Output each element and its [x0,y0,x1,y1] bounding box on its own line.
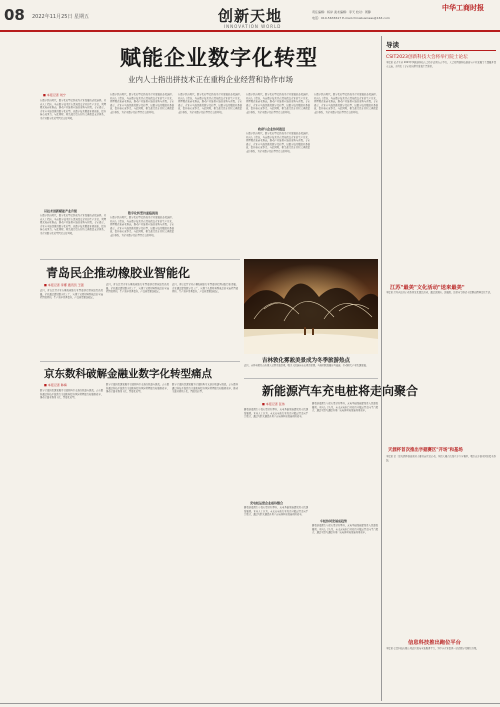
photo-caption: 吉林敦化雾凇美景成为冬季旅游热点 [262,358,351,364]
divider-story2 [40,259,240,260]
sidebar-item2-body: 本报讯 江苏省近日启动系列文化惠民活动，通过送演出、送展览、送讲座等形式丰富群众精神文化生活。 [386,291,493,294]
story4-col-2b: 随着新能源汽车保有量持续攀升，充电基础设施建设进入快速发展期。业内人士认为，未来充电桩行业将由分散运营走向平台聚合，通过互联互通提升用户充电体验和设施利用效率。 [312,524,378,535]
story2-col-1: 近日，青岛民营企业在橡胶轮胎行业智能制造领域取得新进展。企业通过建设数字化工厂，实现了从原材料到成品的全流程智能管控，生产效率显著提升，产品质量更加稳定。 [40,289,103,300]
section-title: 创新天地 [218,7,283,25]
main-subhead-2: 数字化转型仍面临挑战 [128,211,159,215]
story4-col-1: 随着新能源汽车保有量持续攀升，充电基础设施建设进入快速发展期。业内人士认为，未来充电桩行业将由分散运营走向平台聚合，通过互联互通提升用户充电体验和设施利用效率。 [244,408,308,419]
main-col-4: 在数字经济时代，数字化转型已经成为企业发展的必然选择。业内人士指出，当前数字技术正在深刻改变企业的生产方式、管理模式和商业形态，推动产业链供应链的重构与升级。专家表示，企业应当加快推进数字化转型，以数字技术赋能业务创新，提升核心竞争力。与此同时，相关部门也在持续完善政策支持体系，为企业数字化转型营造良好环境。 [246,93,310,114]
sidebar-item4-title: 信息科技推出跑位平台 [408,640,461,646]
main-col-2b: 在数字经济时代，数字化转型已经成为企业发展的必然选择。业内人士指出，当前数字技术正在深刻改变企业的生产方式、管理模式和商业形态，推动产业链供应链的重构与升级。专家表示，企业应当加快推进数字化转型，以数字技术赋能业务创新，提升核心竞争力。与此同时，相关部门也在持续完善政策支持体系，为企业数字化转型营造良好环境。 [110,216,174,237]
main-subhead-1: 以技术创新赋能产业升级 [44,209,78,213]
sidebar-item2-title: 江苏"最美"文化活动"送来最美" [390,285,465,291]
header-rule [0,30,500,32]
story2-col-2: 近日，青岛民营企业在橡胶轮胎行业智能制造领域取得新进展。企业通过建设数字化工厂，实现了从原材料到成品的全流程智能管控，生产效率显著提升，产品质量更加稳定。 [106,283,169,294]
main-byline: ■ 本报记者 刘宁 [43,93,66,97]
photo-image [244,259,378,354]
story3-col-3: 数字金融的快速发展为金融机构带来新的机遇与挑战。京东数科通过科技手段助力金融机构提升风险管理能力和服务效率，推动金融业务线上化、智能化转型。 [172,383,238,394]
story4-col-1b: 随着新能源汽车保有量持续攀升，充电基础设施建设进入快速发展期。业内人士认为，未来充电桩行业将由分散运营走向平台聚合，通过互联互通提升用户充电体验和设施利用效率。 [244,506,308,517]
story3-byline: ■ 本报记者 韩梅 [44,383,67,387]
main-col-3: 在数字经济时代，数字化转型已经成为企业发展的必然选择。业内人士指出，当前数字技术正在深刻改变企业的生产方式、管理模式和商业形态，推动产业链供应链的重构与升级。专家表示，企业应当加快推进数字化转型，以数字技术赋能业务创新，提升核心竞争力。与此同时，相关部门也在持续完善政策支持体系，为企业数字化转型营造良好环境。 [178,93,242,114]
sidebar-item4-body: 本报讯 信息科技有限公司近日发布全新服务平台，为中小企业提供一站式数字化解决方案。 [386,647,479,650]
main-col-1b: 在数字经济时代，数字化转型已经成为企业发展的必然选择。业内人士指出，当前数字技术正在深刻改变企业的生产方式、管理模式和商业形态，推动产业链供应链的重构与升级。专家表示，企业应当加快推进数字化转型，以数字技术赋能业务创新，提升核心竞争力。与此同时，相关部门也在持续完善政策支持体系，为企业数字化转型营造良好环境。 [40,214,106,235]
story4-subhead-2: 车桩协同发展成趋势 [320,519,348,523]
story4-col-2: 随着新能源汽车保有量持续攀升，充电基础设施建设进入快速发展期。业内人士认为，未来充电桩行业将由分散运营走向平台聚合，通过互联互通提升用户充电体验和设施利用效率。 [312,402,378,413]
main-col-2: 在数字经济时代，数字化转型已经成为企业发展的必然选择。业内人士指出，当前数字技术正在深刻改变企业的生产方式、管理模式和商业形态，推动产业链供应链的重构与升级。专家表示，企业应当加快推进数字化转型，以数字技术赋能业务创新，提升核心竞争力。与此同时，相关部门也在持续完善政策支持体系，为企业数字化转型营造良好环境。 [110,93,174,114]
main-subhead-3: 政府与企业协同推进 [258,127,286,131]
sidebar-item3-body: 本报讯 第三届天涯杯创新创业大赛日前正式启动，本届大赛首次设立多个分赛区，吸引众多创业团队报名参加。 [386,455,496,462]
editor-line: 责任编辑：杨岸 美术编辑：李天 校对：周静 [312,10,371,14]
masthead: 中华工商时报 [442,4,484,12]
main-col-4b: 在数字经济时代，数字化转型已经成为企业发展的必然选择。业内人士指出，当前数字技术正在深刻改变企业的生产方式、管理模式和商业形态，推动产业链供应链的重构与升级。专家表示，企业应当加快推进数字化转型，以数字技术赋能业务创新，提升核心竞争力。与此同时，相关部门也在持续完善政策支持体系，为企业数字化转型营造良好环境。 [246,132,310,153]
photo-snow-scene [244,259,378,354]
story4-byline: ■ 本报记者 张伟 [262,402,285,406]
story4-headline: 新能源汽车充电桩将走向聚合 [262,384,419,398]
main-headline: 赋能企业数字化转型 [120,46,318,70]
divider-story4 [244,378,378,379]
page-number: 08 [4,6,25,24]
sidebar-title-rule [386,50,496,51]
sidebar-divider [381,36,382,701]
footer-rule [0,703,500,704]
story3-headline: 京东数科破解金融业数字化转型痛点 [44,368,212,380]
header-date: 2022年11月25日 星期五 [32,14,90,20]
sidebar-item1-body: 本报讯 记者王芳 2023中国创新科技大会将于近期在京举行。大会将围绕科技创新与产业发展等主题展开深入交流，多位院士专家将出席并发表主旨演讲。 [386,61,496,68]
main-subheadline: 业内人士指出拼技术正在重构企业经营和协作市场 [128,75,293,84]
sidebar-title: 导读 [386,41,399,49]
page-header [0,0,500,30]
story2-byline: ■ 本报记者 李娜 通讯员 王强 [44,283,84,287]
story4-subhead-1: 充电桩运营企业亟待整合 [250,501,284,505]
main-col-1: 在数字经济时代，数字化转型已经成为企业发展的必然选择。业内人士指出，当前数字技术正在深刻改变企业的生产方式、管理模式和商业形态，推动产业链供应链的重构与升级。专家表示，企业应当加快推进数字化转型，以数字技术赋能业务创新，提升核心竞争力。与此同时，相关部门也在持续完善政策支持体系，为企业数字化转型营造良好环境。 [40,99,106,120]
story3-col-2: 数字金融的快速发展为金融机构带来新的机遇与挑战。京东数科通过科技手段助力金融机构提升风险管理能力和服务效率，推动金融业务线上化、智能化转型。 [106,383,169,394]
story2-col-3: 近日，青岛民营企业在橡胶轮胎行业智能制造领域取得新进展。企业通过建设数字化工厂，实现了从原材料到成品的全流程智能管控，生产效率显著提升，产品质量更加稳定。 [172,283,238,294]
section-title-en: INNOVATION WORLD [224,24,282,29]
contact-line: 电话：010-5633617 E-mail:chinabusiness@163.com [312,16,390,20]
sidebar-item1-title: CSIT2023创新科技大会将举行院士论坛 [386,55,468,60]
sidebar-item3-title: 天涯杯首次推出字据赛区"开场"和基场 [388,448,463,453]
story3-col-1: 数字金融的快速发展为金融机构带来新的机遇与挑战。京东数科通过科技手段助力金融机构提升风险管理能力和服务效率，推动金融业务线上化、智能化转型。 [40,389,103,400]
divider-story3 [40,361,240,362]
main-col-5: 在数字经济时代，数字化转型已经成为企业发展的必然选择。业内人士指出，当前数字技术正在深刻改变企业的生产方式、管理模式和商业形态，推动产业链供应链的重构与升级。专家表示，企业应当加快推进数字化转型，以数字技术赋能业务创新，提升核心竞争力。与此同时，相关部门也在持续完善政策支持体系，为企业数字化转型营造良好环境。 [314,93,378,114]
story2-headline: 青岛民企推动橡胶业智能化 [46,266,191,280]
photo-caption-body: 近日，吉林省敦化市出现大范围雾凇景观，吸引大批游客前来观赏拍照。当地积极发展冰雪旅游，带动相关产业快速发展。 [244,364,369,367]
